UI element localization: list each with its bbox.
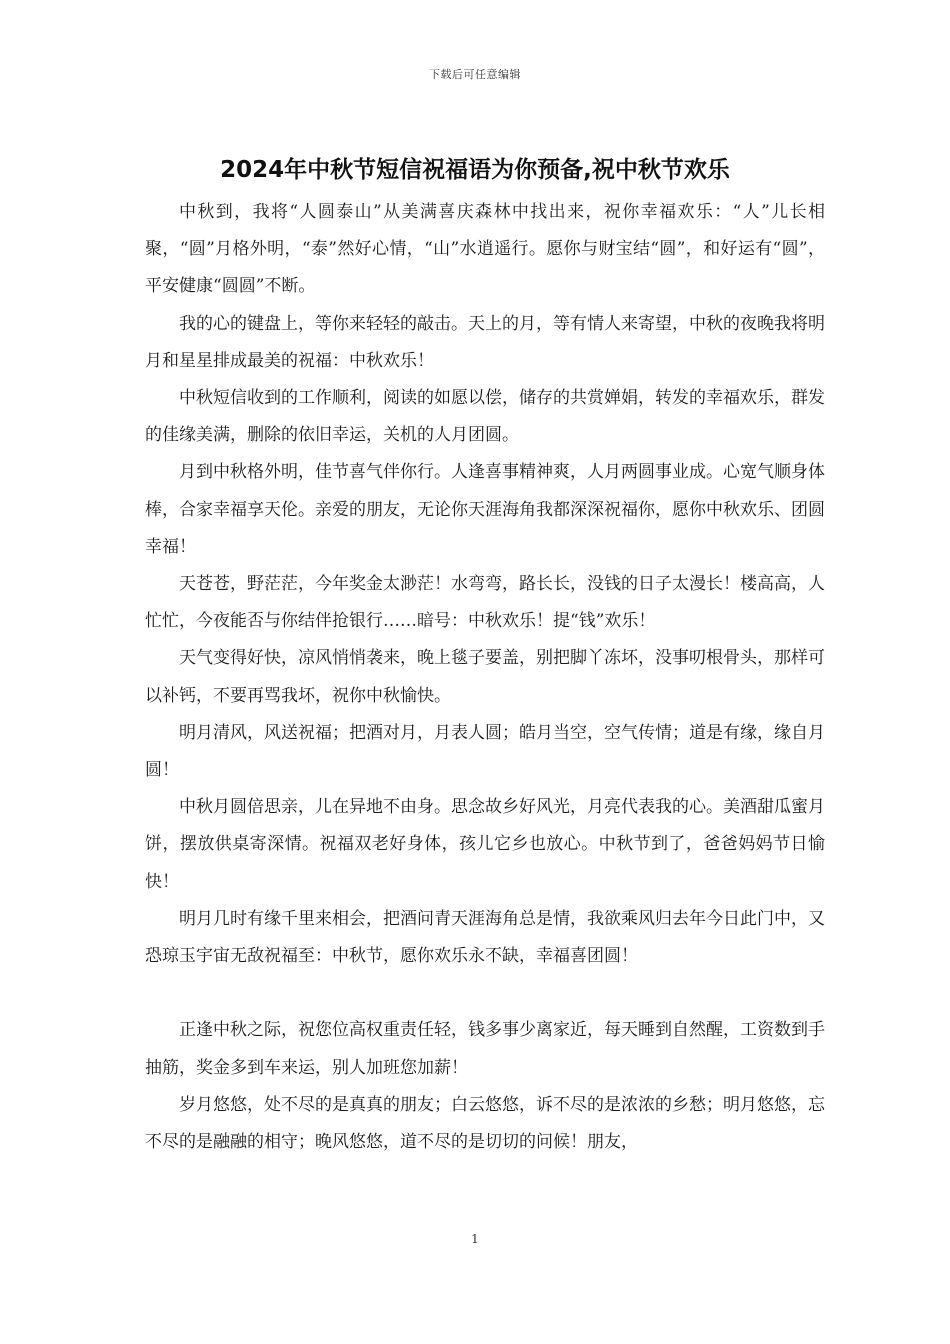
page-number: 1: [471, 1232, 479, 1246]
paragraph-1: 中秋到，我将“人圆泰山”从美满喜庆森林中找出来，祝你幸福欢乐：“人”儿长相聚，“圆”月格外明，“泰”然好心情，“山”水逍遥行。愿你与财宝结“圆”，和好运有“圆”，平安健康“圆圆”不断。: [145, 202, 825, 297]
paragraph-2: 我的心的键盘上，等你来轻轻的敲击。天上的月，等有情人来寄望，中秋的夜晚我将明月和星星排成最美的祝福：中秋欢乐！: [145, 313, 825, 371]
document-title: 2024年中秋节短信祝福语为你预备,祝中秋节欢乐: [220, 157, 730, 183]
paragraph-8: 中秋月圆倍思亲，儿在异地不由身。思念故乡好风光，月亮代表我的心。美酒甜瓜蜜月饼，摆放供桌寄深情。祝福双老好身体，孩儿它乡也放心。中秋节到了，爸爸妈妈节日愉快！: [145, 797, 825, 892]
document-body: [145, 194, 825, 1161]
paragraph-11: 岁月悠悠，处不尽的是真真的朋友；白云悠悠，诉不尽的是浓浓的乡愁；明月悠悠，忘不尽的是融融的相守；晚风悠悠，道不尽的是切切的问候！朋友，: [145, 1094, 825, 1153]
paragraph-6: 天气变得好快，凉风悄悄袭来，晚上毯子要盖，别把脚丫冻坏，没事叨根骨头，那样可以补钙，不要再骂我坏，祝你中秋愉快。: [145, 648, 825, 706]
header-note: 下载后可任意编辑: [429, 68, 521, 81]
paragraph-5: 天苍苍，野茫茫，今年奖金太渺茫！水弯弯，路长长，没钱的日子太漫长！楼高高，人忙忙，今夜能否与你结伴抢银行……暗号：中秋欢乐！提“钱”欢乐！: [145, 574, 825, 632]
paragraph-3: 中秋短信收到的工作顺利，阅读的如愿以偿，储存的共赏婵娟，转发的幸福欢乐，群发的佳缘美满，删除的依旧幸运，关机的人月团圆。: [145, 388, 825, 446]
paragraph-4: 月到中秋格外明，佳节喜气伴你行。人逢喜事精神爽，人月两圆事业成。心宽气顺身体棒，合家幸福享天伦。亲爱的朋友，无论你天涯海角我都深深祝福你，愿你中秋欢乐、团圆幸福！: [145, 462, 825, 557]
paragraph-7: 明月清风，风送祝福；把酒对月，月表人圆；皓月当空，空气传情；道是有缘，缘自月圆！: [145, 722, 825, 781]
paragraph-10: 正逢中秋之际，祝您位高权重责任轻，钱多事少离家近，每天睡到自然醒，工资数到手抽筋，奖金多到车来运，别人加班您加薪！: [145, 1020, 825, 1078]
paragraph-9: 明月几时有缘千里来相会，把酒问青天涯海角总是情，我欲乘风归去年今日此门中，又恐琼玉宇宙无敌祝福至：中秋节，愿你欢乐永不缺，幸福喜团圆！: [145, 908, 825, 967]
blank-line: [145, 975, 825, 1012]
